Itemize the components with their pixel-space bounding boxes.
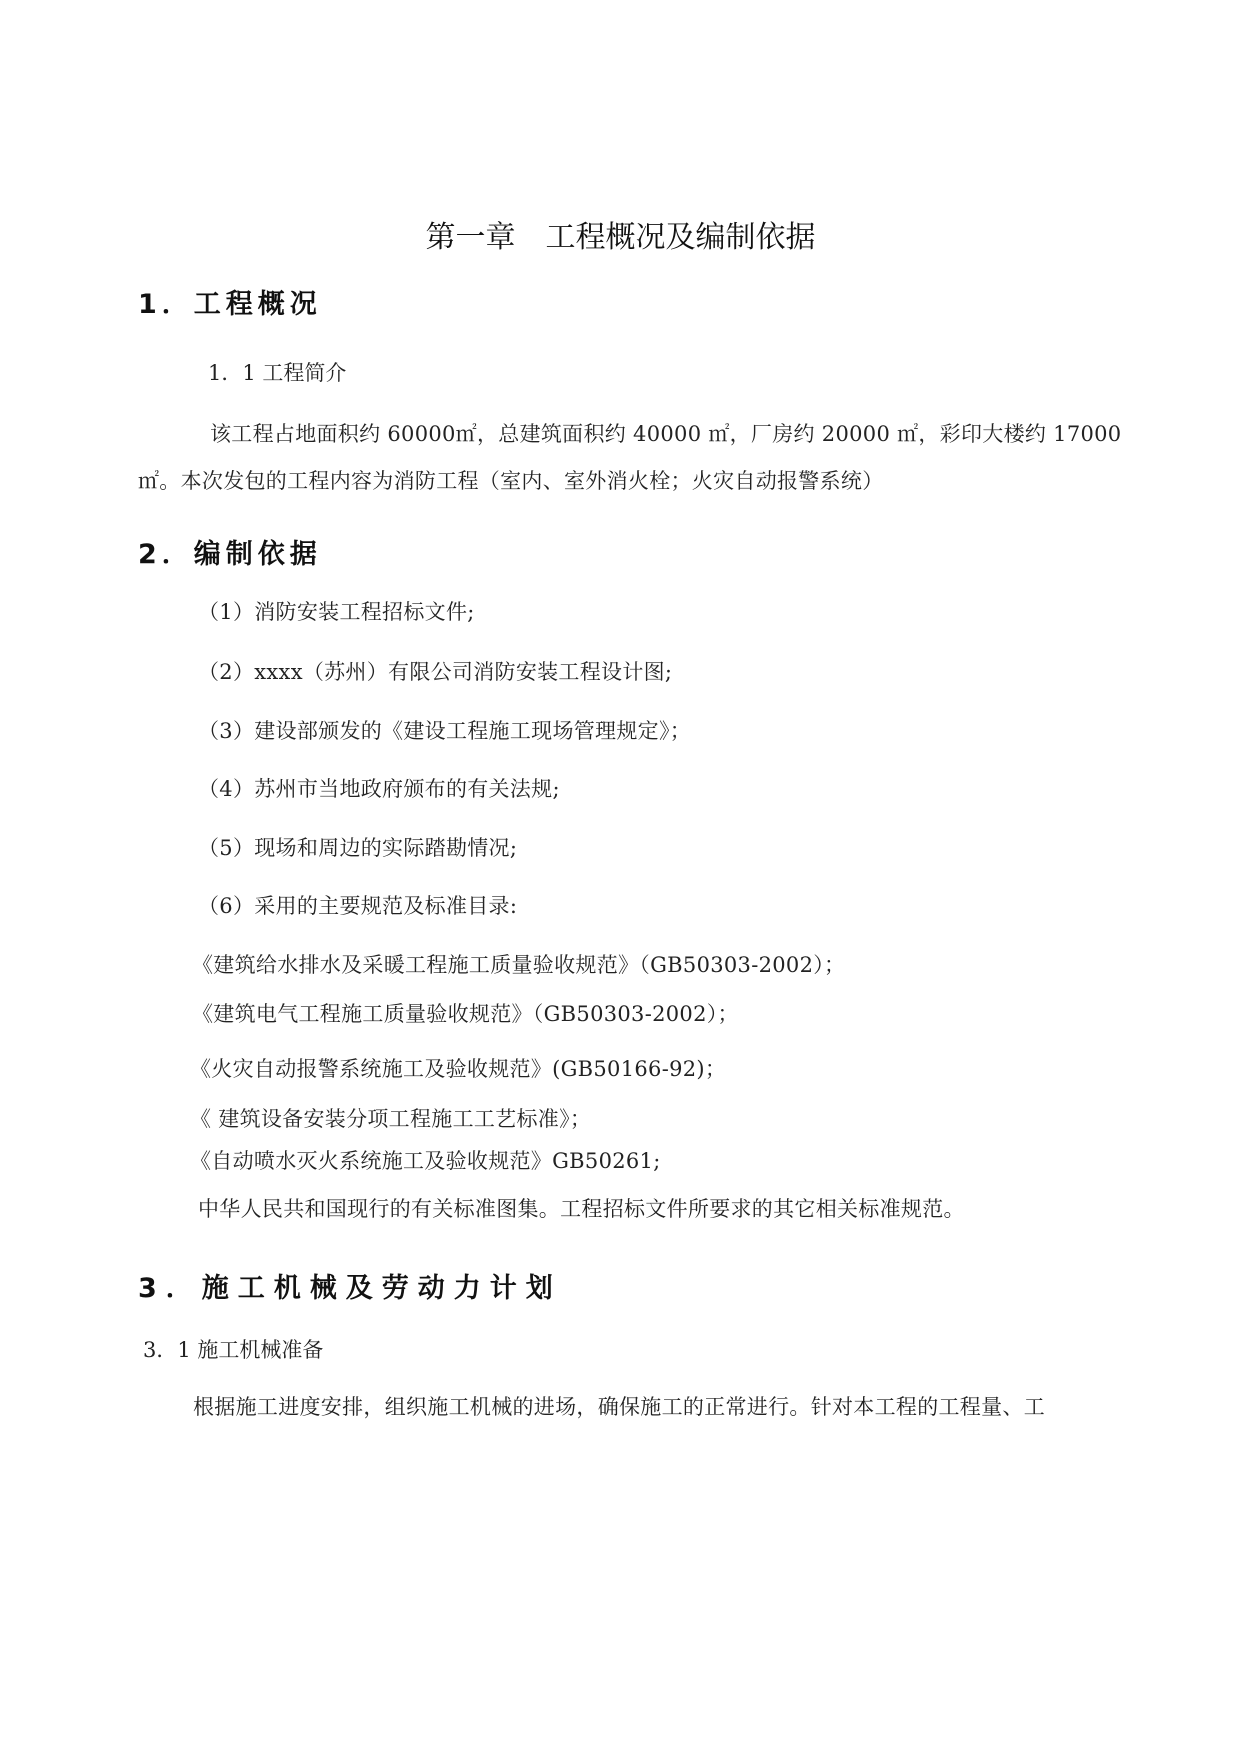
basis-item-6: （6）采用的主要规范及标准目录: — [198, 894, 518, 918]
paragraph-1-1-line-1: 该工程占地面积约 60000㎡，总建筑面积约 40000 ㎡，厂房约 20000 ㎡，彩印大楼约 17000 — [210, 422, 1122, 446]
section-1-heading: 1．工程概况 — [138, 289, 322, 320]
standard-item-5: 《自动喷水灭火系统施工及验收规范》GB50261; — [190, 1149, 661, 1173]
subsection-3-1-heading: 3．1 施工机械准备 — [143, 1338, 324, 1362]
section-3-heading: 3．施工机械及劳动力计划 — [138, 1273, 562, 1304]
chapter-title: 第一章 工程概况及编制依据 — [425, 220, 816, 255]
standard-item-3: 《火灾自动报警系统施工及验收规范》(GB50166-92)； — [190, 1057, 727, 1081]
standard-item-1: 《建筑给水排水及采暖工程施工质量验收规范》（GB50303-2002）； — [192, 953, 846, 977]
paragraph-3-1-line-1: 根据施工进度安排，组织施工机械的进场，确保施工的正常进行。针对本工程的工程量、工 — [193, 1395, 1045, 1419]
subsection-1-1-heading: 1．1 工程简介 — [208, 361, 347, 385]
basis-item-5: （5）现场和周边的实际踏勘情况; — [198, 836, 518, 860]
basis-item-3: （3）建设部颁发的《建设工程施工现场管理规定》； — [198, 719, 692, 743]
section-2-heading: 2．编制依据 — [138, 539, 322, 570]
standards-closing-text: 中华人民共和国现行的有关标准图集。工程招标文件所要求的其它相关标准规范。 — [198, 1197, 965, 1221]
standard-item-4: 《 建筑设备安装分项工程施工工艺标准》； — [190, 1107, 592, 1131]
paragraph-1-1-line-2: ㎡。本次发包的工程内容为消防工程（室内、室外消火栓；火灾自动报警系统） — [138, 469, 884, 493]
basis-item-1: （1）消防安装工程招标文件; — [198, 600, 475, 624]
standard-item-2: 《建筑电气工程施工质量验收规范》（GB50303-2002）； — [192, 1002, 739, 1026]
basis-item-2: （2）xxxx（苏州）有限公司消防安装工程设计图; — [198, 660, 673, 684]
basis-item-4: （4）苏州市当地政府颁布的有关法规; — [198, 777, 560, 801]
